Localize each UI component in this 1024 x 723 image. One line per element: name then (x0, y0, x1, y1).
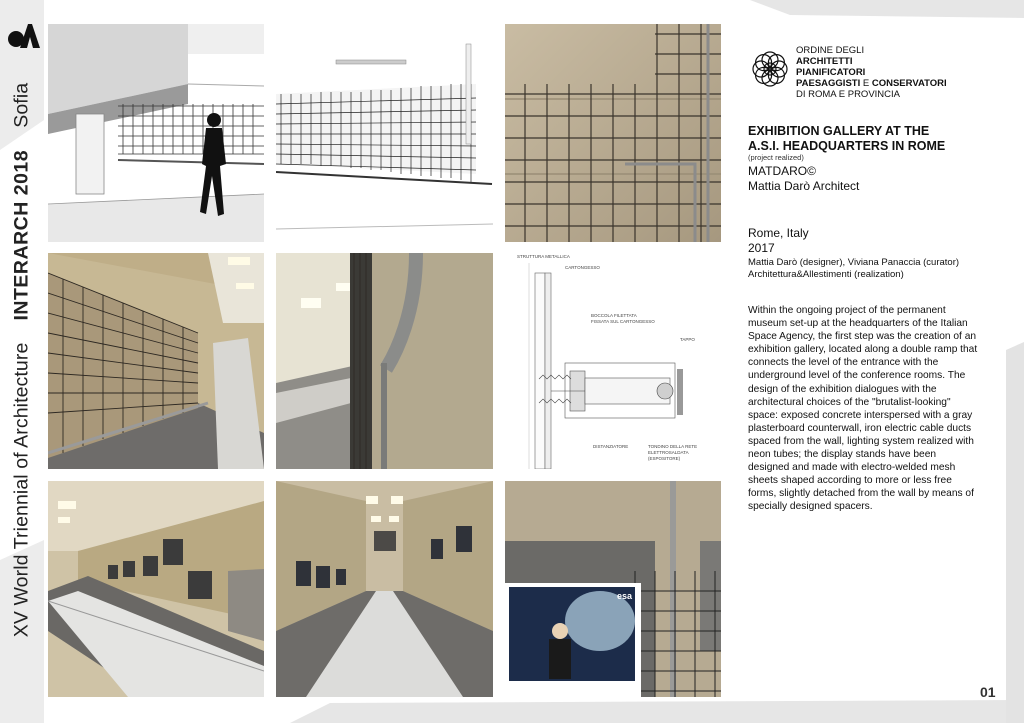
org-line-3: PIANIFICATORI (796, 67, 866, 78)
project-title: EXHIBITION GALLERY AT THE A.S.I. HEADQUARTERS IN ROME (748, 124, 946, 153)
sketch-render-1 (48, 24, 264, 242)
page-number: 01 (980, 684, 996, 700)
rosette-logo-icon (749, 48, 791, 90)
triennial-title (11, 83, 34, 637)
photo-gallery-ramp-left (48, 253, 264, 469)
photo-mesh-wall-closeup (505, 24, 721, 242)
project-status: (project realized) (748, 153, 804, 162)
triennial-a-logo-icon (6, 22, 40, 50)
year: 2017 (748, 241, 775, 255)
architect-name: Mattia Darò Architect (748, 179, 860, 193)
photo-display-poster (505, 481, 721, 697)
sidebar-band (0, 0, 44, 723)
credits (748, 257, 998, 281)
drawing-label-tondino-3: (ESPOSITORE) (648, 456, 681, 461)
photo-exhibition-ramp-1 (48, 481, 264, 697)
event-bold: INTERARCH 2018 (10, 149, 33, 321)
drawing-label-struttura: STRUTTURA METALLICA (517, 254, 570, 259)
drawing-label-tappo: TAPPO (680, 337, 695, 342)
photo-exhibition-ramp-2 (276, 481, 493, 697)
drawing-label-cartongesso: CARTONGESSO (565, 265, 600, 270)
location: Rome, Italy (748, 226, 809, 240)
photo-corridor-cable-duct (276, 253, 493, 469)
drawing-label-tondino-2: ELETTROSALDATA (648, 450, 689, 455)
org-line-4: PAESAGGISTI E CONSERVATORI (796, 78, 947, 89)
drawing-label-distanziatore: DISTANZIATORE (593, 444, 629, 449)
construction-detail-drawing (505, 253, 721, 469)
event-title: XV World Triennial of Architecture (10, 342, 33, 638)
drawing-label-tondino-1: TONDINO DELLA RETE (648, 444, 698, 449)
studio-info (748, 164, 859, 194)
poster-esa-logo: esa (617, 591, 633, 601)
org-line-5: DI ROMA E PROVINCIA (796, 89, 900, 100)
sketch-render-2 (276, 24, 493, 242)
credits-line-2: Architettura&Allestimenti (realization) (748, 269, 904, 280)
location-year (748, 226, 809, 256)
org-line-2: ARCHITETTI (796, 56, 853, 67)
org-line-1: ORDINE DEGLI (796, 45, 865, 56)
drawing-label-boccola-1: BOCCOLA FILETTATA (591, 313, 637, 318)
studio-name: MATDARO© (748, 164, 816, 178)
project-description: Within the ongoing project of the permanent museum set-up at the headquarters of the Italian Space Agency, the first step was the creation of an exhibition gallery, located along a double ramp that connects the level of the entrance with the underground level of the conference rooms. The design of the exhibition dialogues with the architectural choices of the "brutalist-looking" space: exposed concrete interspersed with a gray plasterboard counterwall, iron electric cable ducts spaced from the wall, lighting system realized with neon tubes; the display stands have been designed and made with electro-welded mesh sheets shaped according to more or less free forms, slightly detached from the wall by means of specially designed spacers. (748, 305, 978, 513)
credits-line-1: Mattia Darò (designer), Viviana Panaccia (curator) (748, 257, 960, 268)
event-city: Sofia (10, 82, 33, 128)
drawing-label-boccola-2: FISSATA SUL CARTONGESSO (591, 319, 655, 324)
org-name (796, 45, 947, 100)
